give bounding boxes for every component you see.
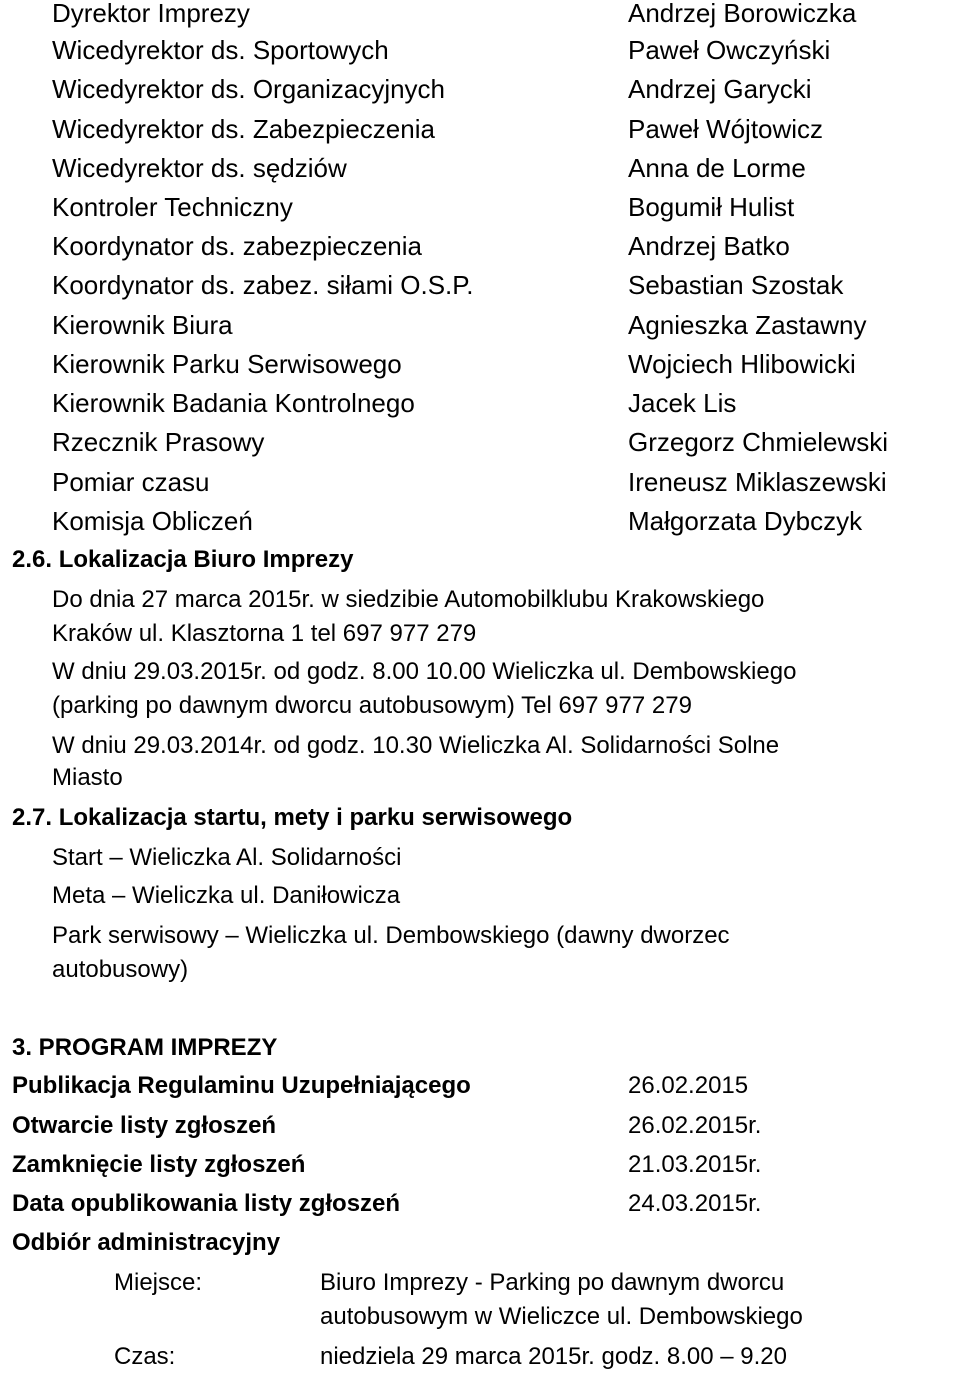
schedule-date: 21.03.2015r. xyxy=(628,1151,762,1178)
paragraph-line: Miasto xyxy=(52,764,123,791)
official-name: Andrzej Garycki xyxy=(628,74,812,104)
paragraph-line: Park serwisowy – Wieliczka ul. Dembowskiego (dawny dworzec xyxy=(52,922,730,949)
time-label: Czas: xyxy=(114,1343,176,1370)
official-role: Kierownik Biura xyxy=(52,310,233,340)
official-role: Dyrektor Imprezy xyxy=(52,0,250,28)
place-value: autobusowym w Wieliczce ul. Dembowskiego xyxy=(320,1303,803,1330)
schedule-label: Zamknięcie listy zgłoszeń xyxy=(12,1151,306,1178)
paragraph-line: Start – Wieliczka Al. Solidarności xyxy=(52,844,402,871)
official-name: Małgorzata Dybczyk xyxy=(628,506,863,536)
admin-heading: Odbiór administracyjny xyxy=(12,1229,281,1256)
schedule-date: 26.02.2015r. xyxy=(628,1112,762,1139)
paragraph-line: W dniu 29.03.2015r. od godz. 8.00 10.00 Wieliczka ul. Dembowskiego xyxy=(52,658,797,685)
official-name: Anna de Lorme xyxy=(628,153,806,183)
official-role: Kontroler Techniczny xyxy=(52,192,293,222)
official-role: Kierownik Badania Kontrolnego xyxy=(52,388,415,418)
official-name: Bogumił Hulist xyxy=(628,192,795,222)
paragraph-line: autobusowy) xyxy=(52,956,189,983)
official-name: Wojciech Hlibowicki xyxy=(628,349,856,379)
official-role: Pomiar czasu xyxy=(52,467,210,497)
official-name: Grzegorz Chmielewski xyxy=(628,427,889,457)
official-role: Koordynator ds. zabez. siłami O.S.P. xyxy=(52,270,474,300)
official-name: Paweł Owczyński xyxy=(628,35,831,65)
official-role: Wicedyrektor ds. Organizacyjnych xyxy=(52,74,446,104)
schedule-label: Publikacja Regulaminu Uzupełniającego xyxy=(12,1072,471,1099)
official-role: Koordynator ds. zabezpieczenia xyxy=(52,231,423,261)
official-name: Andrzej Batko xyxy=(628,231,790,261)
official-name: Agnieszka Zastawny xyxy=(628,310,867,340)
place-value: Biuro Imprezy - Parking po dawnym dworcu xyxy=(320,1269,785,1296)
official-role: Kierownik Parku Serwisowego xyxy=(52,349,402,379)
official-name: Jacek Lis xyxy=(628,388,737,418)
section-heading: 3. PROGRAM IMPREZY xyxy=(12,1034,278,1061)
official-role: Wicedyrektor ds. Sportowych xyxy=(52,35,389,65)
paragraph-line: Meta – Wieliczka ul. Daniłowicza xyxy=(52,882,401,909)
paragraph-line: (parking po dawnym dworcu autobusowym) Tel 697 977 279 xyxy=(52,692,692,719)
section-heading: 2.7. Lokalizacja startu, mety i parku serwisowego xyxy=(12,804,573,831)
place-label: Miejsce: xyxy=(114,1269,203,1296)
time-value: niedziela 29 marca 2015r. godz. 8.00 – 9.20 xyxy=(320,1343,787,1370)
official-role: Wicedyrektor ds. Zabezpieczenia xyxy=(52,114,435,144)
official-name: Andrzej Borowiczka xyxy=(628,0,857,28)
official-name: Sebastian Szostak xyxy=(628,270,844,300)
paragraph-line: W dniu 29.03.2014r. od godz. 10.30 Wieliczka Al. Solidarności Solne xyxy=(52,732,780,759)
schedule-date: 24.03.2015r. xyxy=(628,1190,762,1217)
official-role: Rzecznik Prasowy xyxy=(52,427,265,457)
official-role: Wicedyrektor ds. sędziów xyxy=(52,153,347,183)
paragraph-line: Do dnia 27 marca 2015r. w siedzibie Automobilklubu Krakowskiego xyxy=(52,586,765,613)
official-name: Ireneusz Miklaszewski xyxy=(628,467,887,497)
schedule-date: 26.02.2015 xyxy=(628,1072,749,1099)
official-name: Paweł Wójtowicz xyxy=(628,114,824,144)
official-role: Komisja Obliczeń xyxy=(52,506,253,536)
paragraph-line: Kraków ul. Klasztorna 1 tel 697 977 279 xyxy=(52,620,477,647)
schedule-label: Data opublikowania listy zgłoszeń xyxy=(12,1190,401,1217)
schedule-label: Otwarcie listy zgłoszeń xyxy=(12,1112,277,1139)
section-heading: 2.6. Lokalizacja Biuro Imprezy xyxy=(12,546,354,573)
